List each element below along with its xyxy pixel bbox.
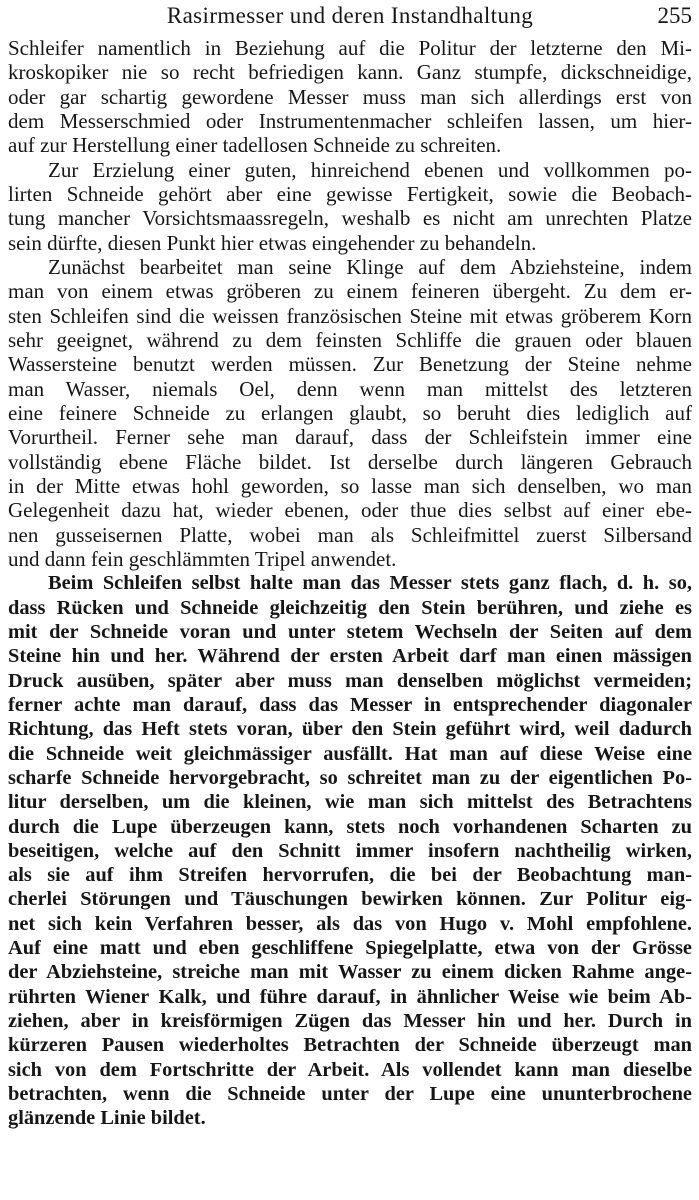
text-line: man Wasser, niemals Oel, denn wenn man mittelst des letzteren <box>8 376 692 401</box>
text-line: als sie auf ihm Streifen hervorrufen, die bei der Beobachtung man- <box>8 864 692 887</box>
text-line: nen gusseisernen Platte, wobei man als Schleifmittel zuerst Silbersand <box>8 522 692 547</box>
text-line: litur derselben, um die kleinen, wie man sich mittelst des Betrachtens <box>8 791 692 814</box>
text-line: man von einem etwas gröberen zu einem feineren übergeht. Zu dem er- <box>8 279 692 304</box>
text-line: Richtung, das Heft stets voran, über den Stein geführt wird, weil dadurch <box>8 718 692 741</box>
text-line: durch die Lupe überzeugen kann, stets noch vorhandenen Scharten zu <box>8 815 692 838</box>
text-line: vollständig ebene Fläche bildet. Ist derselbe durch längeren Gebrauch <box>8 449 692 474</box>
text-line: Auf eine matt und eben geschliffene Spiegelplatte, etwa von der Grösse <box>8 937 692 960</box>
text-line: dass Rücken und Schneide gleichzeitig den Stein berühren, und ziehe es <box>8 596 692 619</box>
running-title: Rasirmesser und deren Instandhaltung <box>166 3 534 28</box>
text-line: Steine hin und her. Während der ersten Arbeit darf man einen mässigen <box>8 645 692 668</box>
body-text <box>8 36 692 1131</box>
text-line: cherlei Störungen und Täuschungen bewirken können. Zur Politur eig- <box>8 888 692 911</box>
text-line: sein dürfte, diesen Punkt hier etwas eingehender zu behandeln. <box>8 230 537 255</box>
text-line: Zur Erzielung einer guten, hinreichend ebenen und vollkommen po- <box>48 157 692 182</box>
text-line: die Schneide weit gleichmässiger ausfällt. Hat man auf diese Weise eine <box>8 742 692 765</box>
text-line: lirten Schneide gehört aber eine gewisse Fertigkeit, sowie die Beobach- <box>8 181 692 206</box>
text-line: net sich kein Verfahren besser, als das von Hugo v. Mohl empfohlene. <box>8 912 692 935</box>
text-line: oder gar schartig gewordene Messer muss man sich allerdings erst von <box>8 84 692 109</box>
text-line: Zunächst bearbeitet man seine Klinge auf dem Abziehsteine, indem <box>48 254 692 279</box>
text-line: Vorurtheil. Ferner sehe man darauf, dass der Schleifstein immer eine <box>8 425 692 450</box>
text-line: kroskopiker nie so recht befriedigen kann. Ganz stumpfe, dickschneidige, <box>8 60 692 85</box>
text-line: Schleifer namentlich in Beziehung auf die Politur der letzterne den Mi- <box>8 36 692 60</box>
text-line: in der Mitte etwas hohl geworden, so lasse man sich denselben, wo man <box>8 473 692 498</box>
text-line: Wassersteine benutzt werden müssen. Zur Benetzung der Steine nehme <box>8 352 692 377</box>
text-line: ziehen, aber in kreisförmigen Zügen das Messer hin und her. Durch in <box>8 1010 692 1033</box>
text-line: dem Messerschmied oder Instrumentenmacher schleifen lassen, um hier- <box>8 108 692 133</box>
text-line: beseitigen, welche auf den Schnitt immer insofern nachtheilig wirken, <box>8 839 692 862</box>
text-line: mit der Schneide voran und unter stetem Wechseln der Seiten auf dem <box>8 620 692 643</box>
text-line: auf zur Herstellung einer tadellosen Schneide zu schreiten. <box>8 133 502 158</box>
text-line: und dann fein geschlämmten Tripel anwendet. <box>8 546 397 571</box>
text-line: sehr geeignet, während zu dem feinsten Schliffe die grauen oder blauen <box>8 327 692 352</box>
text-line: glänzende Linie bildet. <box>8 1107 206 1130</box>
text-line: rührten Wiener Kalk, und führe darauf, in ähnlicher Weise wie beim Ab- <box>8 985 692 1008</box>
text-line: eine feinere Schneide zu erlangen glaubt, so beruht dies lediglich auf <box>8 400 692 425</box>
text-line: Gelegenheit dazu hat, wieder ebenen, oder thue dies selbst auf einer ebe- <box>8 498 692 523</box>
text-line: ferner achte man darauf, dass das Messer in entsprechender diagonaler <box>8 693 692 716</box>
page-number: 255 <box>657 3 692 28</box>
text-line: der Abziehsteine, streiche man mit Wasser zu einem dicken Rahme ange- <box>8 961 692 984</box>
text-line: kürzeren Pausen wiederholtes Betrachten der Schneide überzeugt man <box>8 1034 692 1057</box>
text-line: sich von dem Fortschritte der Arbeit. Als vollendet kann man dieselbe <box>8 1058 692 1081</box>
page-header <box>8 2 692 32</box>
text-line: sten Schleifen sind die weissen französischen Steine mit etwas gröberem Korn <box>8 303 692 328</box>
text-line: tung mancher Vorsichtsmaassregeln, weshalb es nicht am unrechten Platze <box>8 206 692 231</box>
text-line: Beim Schleifen selbst halte man das Messer stets ganz flach, d. h. so, <box>48 572 692 595</box>
text-line: scharfe Schneide hervorgebracht, so schreitet man zu der eigentlichen Po- <box>8 766 692 789</box>
text-line: betrachten, wenn die Schneide unter der Lupe eine ununterbrochene <box>8 1083 692 1106</box>
text-line: Druck ausüben, später aber muss man denselben möglichst vermeiden; <box>8 669 692 692</box>
